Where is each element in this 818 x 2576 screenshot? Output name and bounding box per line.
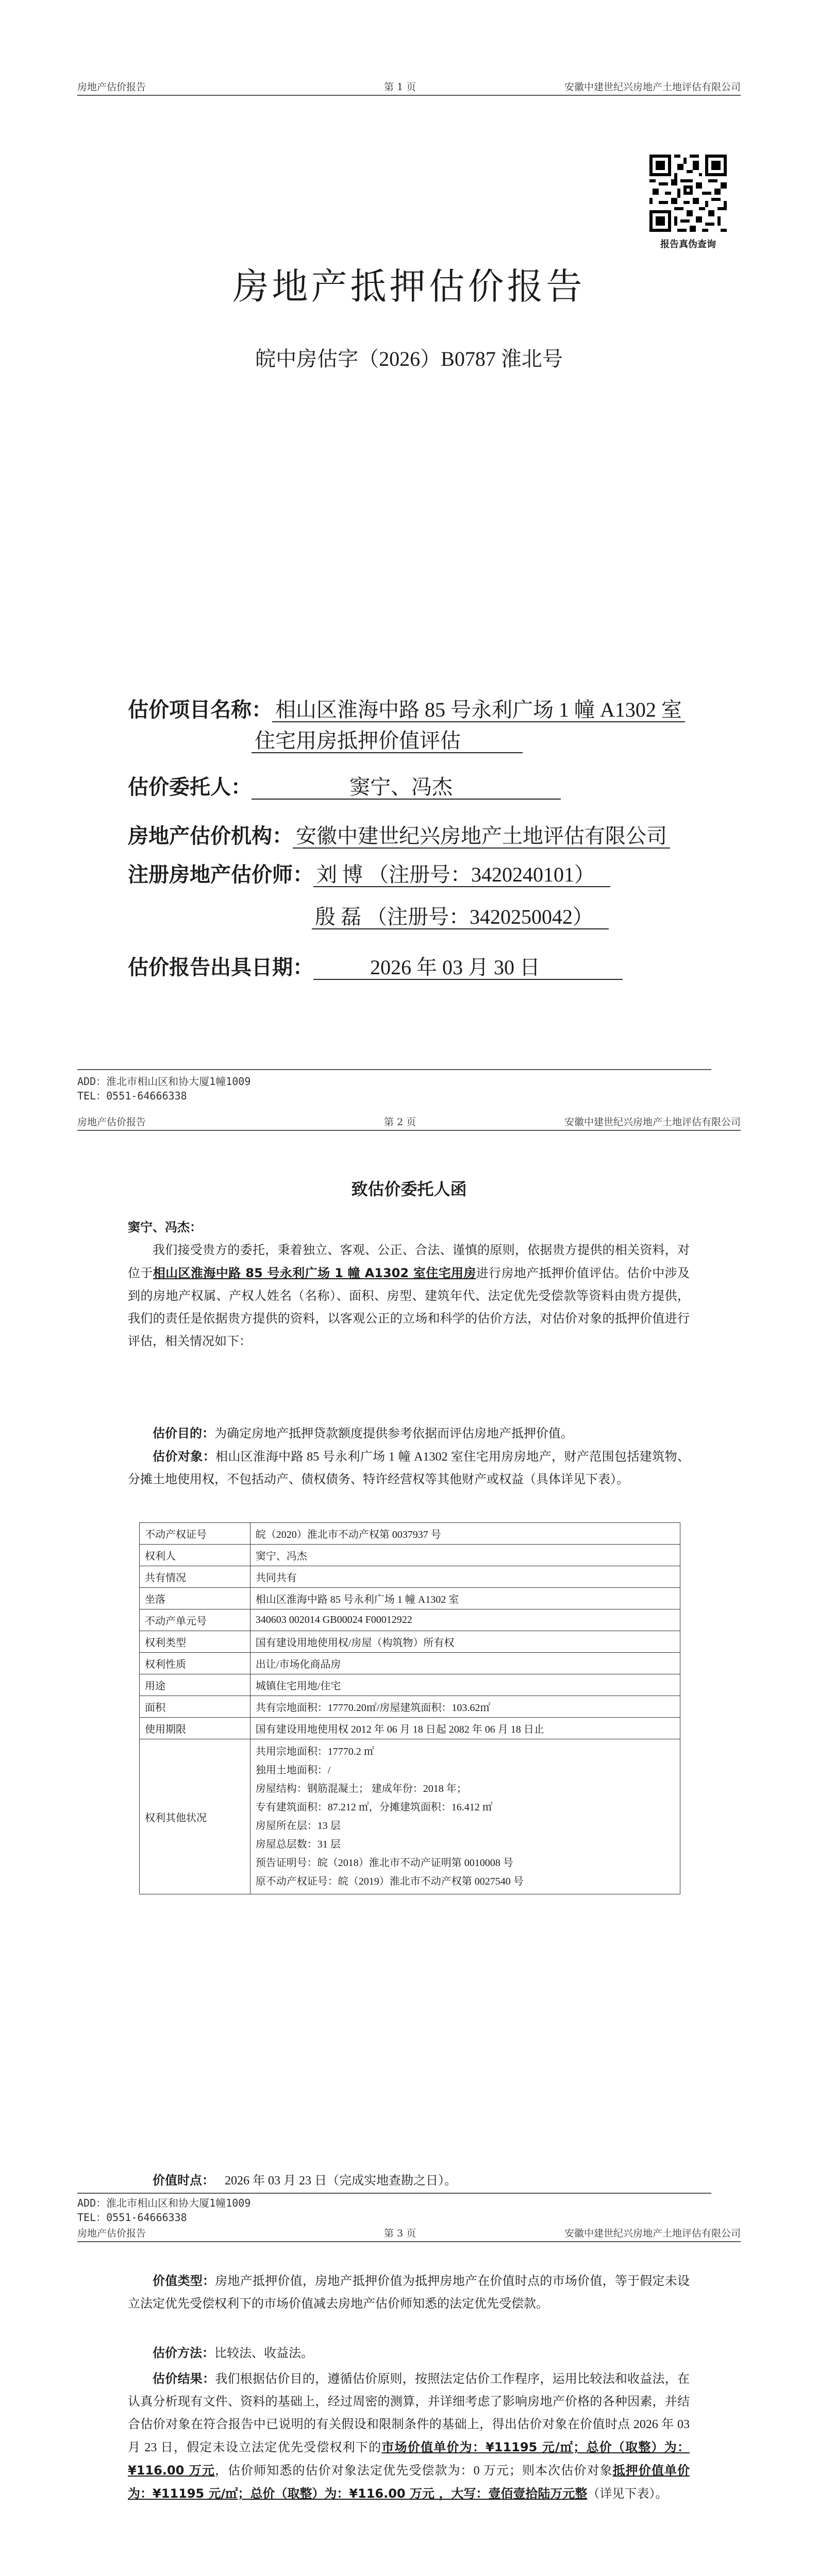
object-paragraph: [128, 1445, 690, 1491]
table-value-cell: 340603 002014 GB00024 F00012922: [250, 1609, 680, 1631]
table-row: [140, 1674, 680, 1696]
header-right: 安徽中建世纪兴房地产土地评估有限公司: [564, 2228, 741, 2239]
footer-address: ADD：淮北市相山区和协大厦1幢1009: [77, 1075, 251, 1088]
table-row: [140, 1718, 680, 1739]
object-value: 相山区淮海中路 85 号永利广场 1 幢 A1302 室住宅用房房地产，财产范围包括建筑物、分摊土地使用权，不包括动产、债权债务、特许经营权等其他财产或权益（具体详见下表）。: [128, 1450, 690, 1486]
cover-page: [0, 0, 818, 1113]
client-label: 估价委托人：: [128, 775, 252, 799]
purpose-value: 为确定房地产抵押贷款额度提供参考依据而评估房地产抵押价值。: [214, 1427, 573, 1440]
org-value: 安徽中建世纪兴房地产土地评估有限公司: [293, 824, 670, 849]
letter-intro: [128, 1239, 690, 1353]
header-page-number: 第 2 页: [384, 1116, 416, 1128]
appraiser-2: 殷 磊 （注册号：3420250042）: [312, 905, 609, 929]
value-type-value: 房地产抵押价值，房地产抵押价值为抵押房地产在价值时点的市场价值，等于假定未设立法定优先受偿权利下的市场价值减去房地产估价师知悉的法定优先受偿款。: [128, 2275, 690, 2311]
header-left: 房地产估价报告: [77, 1116, 146, 1128]
property-rights-table: [139, 1522, 680, 1894]
table-row: [140, 1588, 680, 1609]
result-paragraph: [128, 2367, 690, 2505]
project-name-row-2: [252, 726, 523, 755]
intro-pre: 我们接受贵方的委托，秉着独立、客观、公正、合法、谨慎的原则，依据贵方提供的相关资料，对位于: [128, 1244, 690, 1280]
page-header: [77, 1112, 741, 1131]
other-line: 原不动产权证号：皖（2019）淮北市不动产权第 0027540 号: [255, 1876, 524, 1887]
table-key-cell: 权利性质: [140, 1653, 251, 1674]
intro-location: 相山区淮海中路 85 号永利广场 1 幢 A1302 室住宅用房: [153, 1266, 476, 1280]
table-key-cell: 权利其他状况: [140, 1739, 251, 1894]
value-type-label: 价值类型：: [153, 2274, 215, 2288]
other-line: 房屋所在层：13 层: [255, 1820, 341, 1832]
table-key-cell: 权利人: [140, 1545, 251, 1566]
table-row: [140, 1566, 680, 1588]
method-label: 估价方法：: [153, 2346, 214, 2360]
result-text-3: （详见下表）。: [587, 2487, 668, 2501]
table-row: [140, 1739, 680, 1894]
table-value-cell: 出让/市场化商品房: [250, 1653, 680, 1674]
header-page-number: 第 1 页: [384, 81, 416, 93]
table-row: [140, 1609, 680, 1631]
appraiser-row: [128, 860, 610, 889]
table-key-cell: 使用期限: [140, 1718, 251, 1739]
client-value: 窦宁、冯杰: [252, 775, 561, 800]
org-row: [128, 822, 670, 851]
object-label: 估价对象：: [153, 1449, 215, 1464]
result-label: 估价结果：: [153, 2371, 215, 2386]
table-value-cell: 相山区淮海中路 85 号永利广场 1 幢 A1302 室: [250, 1588, 680, 1609]
purpose-label: 估价目的：: [153, 1426, 214, 1440]
other-line: 共用宗地面积：17770.2 ㎡: [255, 1746, 374, 1757]
table-key-cell: 不动产单元号: [140, 1609, 251, 1631]
value-date-paragraph: [128, 2169, 690, 2192]
result-text-1: 我们根据估价目的，遵循估价原则，按照法定估价工作程序，运用比较法和收益法，在认真分析现有文件、资料的基础上，经过周密的测算，并详细考虑了影响房地产价格的各种因素，并结合估价对象在符合报告中已说明的有关假设和限制条件的基础上，得出估价对象在价值时点 2026 年 03 月 23 日，假定未设立法定优先受偿权利下的: [128, 2372, 690, 2454]
page-footer: [77, 2196, 741, 2225]
header-left: 房地产估价报告: [77, 81, 146, 93]
letter-title: 致估价委托人函: [351, 1179, 467, 1199]
header-right: 安徽中建世纪兴房地产土地评估有限公司: [564, 81, 741, 93]
table-row: [140, 1631, 680, 1653]
result-text-2: ，估价师知悉的估价对象法定优先受偿款为：0 万元；则本次估价对象: [214, 2464, 613, 2478]
greeting-text: 窦宁、冯杰：: [128, 1220, 202, 1234]
client-row: [128, 773, 561, 802]
purpose-paragraph: [128, 1422, 690, 1445]
mortgage-value-text: 抵押价值单价为：¥11195 元/㎡；总价（取整）为：¥116.00 万元 ，大写：壹佰壹拾陆万元整: [128, 2463, 690, 2501]
project-name-label: 估价项目名称：: [128, 698, 272, 722]
table-row: [140, 1696, 680, 1718]
other-status-cell: [250, 1739, 680, 1894]
other-line: 房屋总层数：31 层: [255, 1839, 341, 1850]
intro-post: 进行房地产抵押价值评估。估价中涉及到的房地产权属、产权人姓名（名称）、面积、房型、建筑年代、法定优先受偿款等资料由贵方提供，我们的责任是依据贵方提供的资料，以客观公正的立场和科学的估价方法，对估价对象的抵押价值进行评估，相关情况如下：: [128, 1267, 690, 1348]
issue-date-row: [128, 953, 623, 982]
table-value-cell: 窦宁、冯杰: [250, 1545, 680, 1566]
footer-rule: [77, 2193, 711, 2194]
table-row: [140, 1523, 680, 1545]
table-value-cell: 国有建设用地使用权 2012 年 06 月 18 日起 2082 年 06 月 18 日止: [250, 1718, 680, 1739]
table-value-cell: 国有建设用地使用权/房屋（构筑物）所有权: [250, 1631, 680, 1653]
project-name-row: [128, 696, 685, 724]
value-date-label: 价值时点：: [153, 2173, 214, 2188]
letter-greeting: [128, 1216, 690, 1239]
page-header: [77, 2224, 741, 2242]
page-footer: [77, 1074, 741, 1103]
footer-address: ADD：淮北市相山区和协大厦1幢1009: [77, 2197, 251, 2209]
other-line: 房屋结构：钢筋混凝土； 建成年份：2018 年；: [255, 1783, 467, 1794]
org-label: 房地产估价机构：: [128, 824, 293, 848]
table-value-cell: 城镇住宅用地/住宅: [250, 1674, 680, 1696]
value-type-paragraph: [128, 2269, 690, 2315]
appraiser-label: 注册房地产估价师：: [128, 863, 313, 887]
header-left: 房地产估价报告: [77, 2228, 146, 2239]
header-page-number: 第 3 页: [384, 2228, 416, 2239]
footer-tel: TEL：0551-64666338: [77, 1090, 187, 1102]
issue-date-label: 估价报告出具日期：: [128, 956, 313, 979]
table-row: [140, 1653, 680, 1674]
table-key-cell: 共有情况: [140, 1566, 251, 1588]
table-key-cell: 面积: [140, 1696, 251, 1718]
other-line: 专有建筑面积：87.212 ㎡，分摊建筑面积：16.412 ㎡: [255, 1802, 493, 1813]
other-line: 独用土地面积：/: [255, 1765, 331, 1776]
report-title: 房地产抵押估价报告: [232, 265, 586, 308]
qr-caption: 报告真伪查询: [660, 239, 716, 250]
page-header: [77, 77, 741, 96]
table-value-cell: 皖（2020）淮北市不动产权第 0037937 号: [250, 1523, 680, 1545]
footer-rule: [77, 1069, 711, 1070]
other-line: 预告证明号：皖（2018）淮北市不动产证明第 0010008 号: [255, 1857, 513, 1869]
table-value-cell: 共同共有: [250, 1566, 680, 1588]
issue-date-value: 2026 年 03 月 30 日: [313, 956, 623, 980]
project-name-value: 相山区淮海中路 85 号永利广场 1 幢 A1302 室: [272, 698, 685, 722]
appraiser-row-2: [312, 903, 609, 931]
method-paragraph: [128, 2342, 690, 2365]
table-key-cell: 坐落: [140, 1588, 251, 1609]
method-value: 比较法、收益法。: [214, 2347, 313, 2360]
value-date-value: 2026 年 03 月 23 日（完成实地查勘之日）。: [225, 2174, 457, 2188]
report-number: 皖中房估字（2026）B0787 淮北号: [255, 347, 563, 370]
appraiser-1: 刘 博 （注册号：3420240101）: [313, 863, 610, 887]
table-key-cell: 权利类型: [140, 1631, 251, 1653]
table-value-cell: 共有宗地面积：17770.20㎡/房屋建筑面积：103.62㎡: [250, 1696, 680, 1718]
qr-code-icon[interactable]: [649, 155, 727, 232]
footer-tel: TEL：0551-64666338: [77, 2211, 187, 2224]
table-key-cell: 用途: [140, 1674, 251, 1696]
table-row: [140, 1545, 680, 1566]
market-value-text: 市场价值单价为：¥11195 元/㎡；总价（取整）为：¥116.00 万元: [128, 2440, 690, 2478]
header-right: 安徽中建世纪兴房地产土地评估有限公司: [564, 1116, 741, 1128]
table-key-cell: 不动产权证号: [140, 1523, 251, 1545]
project-name-value-2: 住宅用房抵押价值评估: [252, 729, 523, 753]
